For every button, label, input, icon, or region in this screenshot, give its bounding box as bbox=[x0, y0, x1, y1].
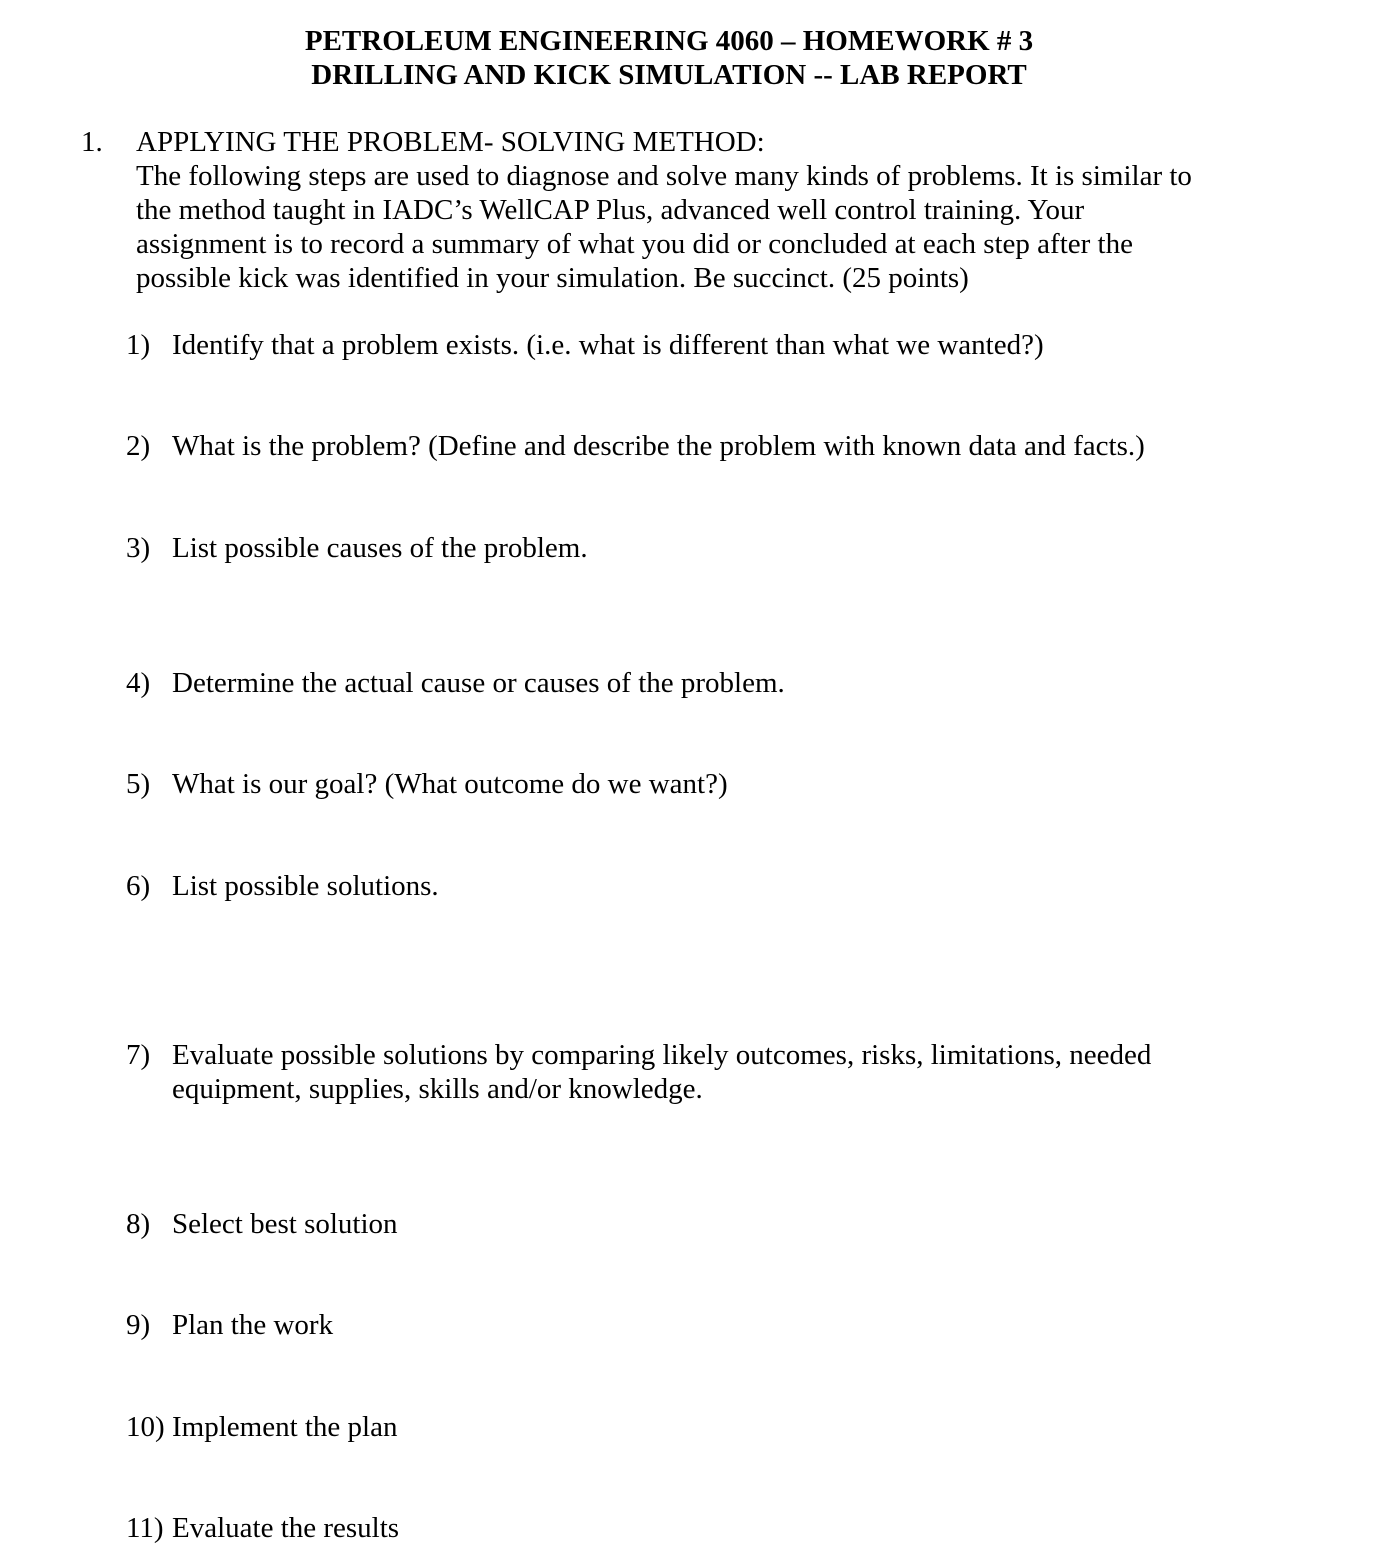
step-text-line: List possible solutions. bbox=[172, 870, 439, 902]
step-text bbox=[172, 1207, 1282, 1241]
step-text-line: Evaluate possible solutions by comparing likely outcomes, risks, limitations, needed bbox=[172, 1039, 1152, 1071]
step-text bbox=[172, 1308, 1282, 1342]
step-text-line: Determine the actual cause or causes of the problem. bbox=[172, 667, 785, 699]
step-text-line: equipment, supplies, skills and/or knowledge. bbox=[172, 1073, 703, 1105]
step-number: 1) bbox=[126, 329, 151, 361]
step-number: 7) bbox=[126, 1039, 151, 1071]
section-heading: APPLYING THE PROBLEM- SOLVING METHOD: bbox=[136, 126, 765, 158]
step-text bbox=[172, 531, 1282, 565]
step-text-line: Identify that a problem exists. (i.e. what is different than what we wanted?) bbox=[172, 329, 1044, 361]
section-number: 1. bbox=[81, 126, 103, 158]
document-title-line-2: DRILLING AND KICK SIMULATION -- LAB REPORT bbox=[311, 59, 1027, 91]
step-text-line: What is our goal? (What outcome do we want?) bbox=[172, 768, 728, 800]
step-text-line: Evaluate the results bbox=[172, 1512, 400, 1544]
section-intro-line: possible kick was identified in your simulation. Be succinct. (25 points) bbox=[136, 262, 969, 294]
step-number: 3) bbox=[126, 532, 151, 564]
step-number: 11) bbox=[126, 1512, 164, 1544]
step-text-line: Implement the plan bbox=[172, 1411, 398, 1443]
step-text-line: List possible causes of the problem. bbox=[172, 532, 588, 564]
section-intro-line: the method taught in IADC’s WellCAP Plus, advanced well control training. Your bbox=[136, 194, 1085, 226]
step-text bbox=[172, 328, 1282, 362]
step-text-line: What is the problem? (Define and describe the problem with known data and facts.) bbox=[172, 430, 1145, 462]
step-text bbox=[172, 1410, 1282, 1444]
section-intro-line: The following steps are used to diagnose and solve many kinds of problems. It is similar to bbox=[136, 160, 1192, 192]
step-text-line: Select best solution bbox=[172, 1208, 398, 1240]
step-text bbox=[172, 429, 1282, 463]
step-number: 10) bbox=[126, 1411, 165, 1443]
step-text bbox=[172, 666, 1282, 700]
section-body bbox=[136, 125, 1276, 295]
step-number: 2) bbox=[126, 430, 151, 462]
step-text bbox=[172, 767, 1282, 801]
step-number: 6) bbox=[126, 870, 151, 902]
step-text-line: Plan the work bbox=[172, 1309, 334, 1341]
section-intro-line: assignment is to record a summary of what you did or concluded at each step after the bbox=[136, 228, 1133, 260]
document-title-line-1: PETROLEUM ENGINEERING 4060 – HOMEWORK # 3 bbox=[304, 25, 1034, 57]
step-number: 9) bbox=[126, 1309, 151, 1341]
step-number: 8) bbox=[126, 1208, 151, 1240]
step-number: 4) bbox=[126, 667, 151, 699]
step-text bbox=[172, 869, 1282, 903]
step-text bbox=[172, 1511, 1282, 1545]
step-number: 5) bbox=[126, 768, 151, 800]
step-text bbox=[172, 1038, 1282, 1106]
